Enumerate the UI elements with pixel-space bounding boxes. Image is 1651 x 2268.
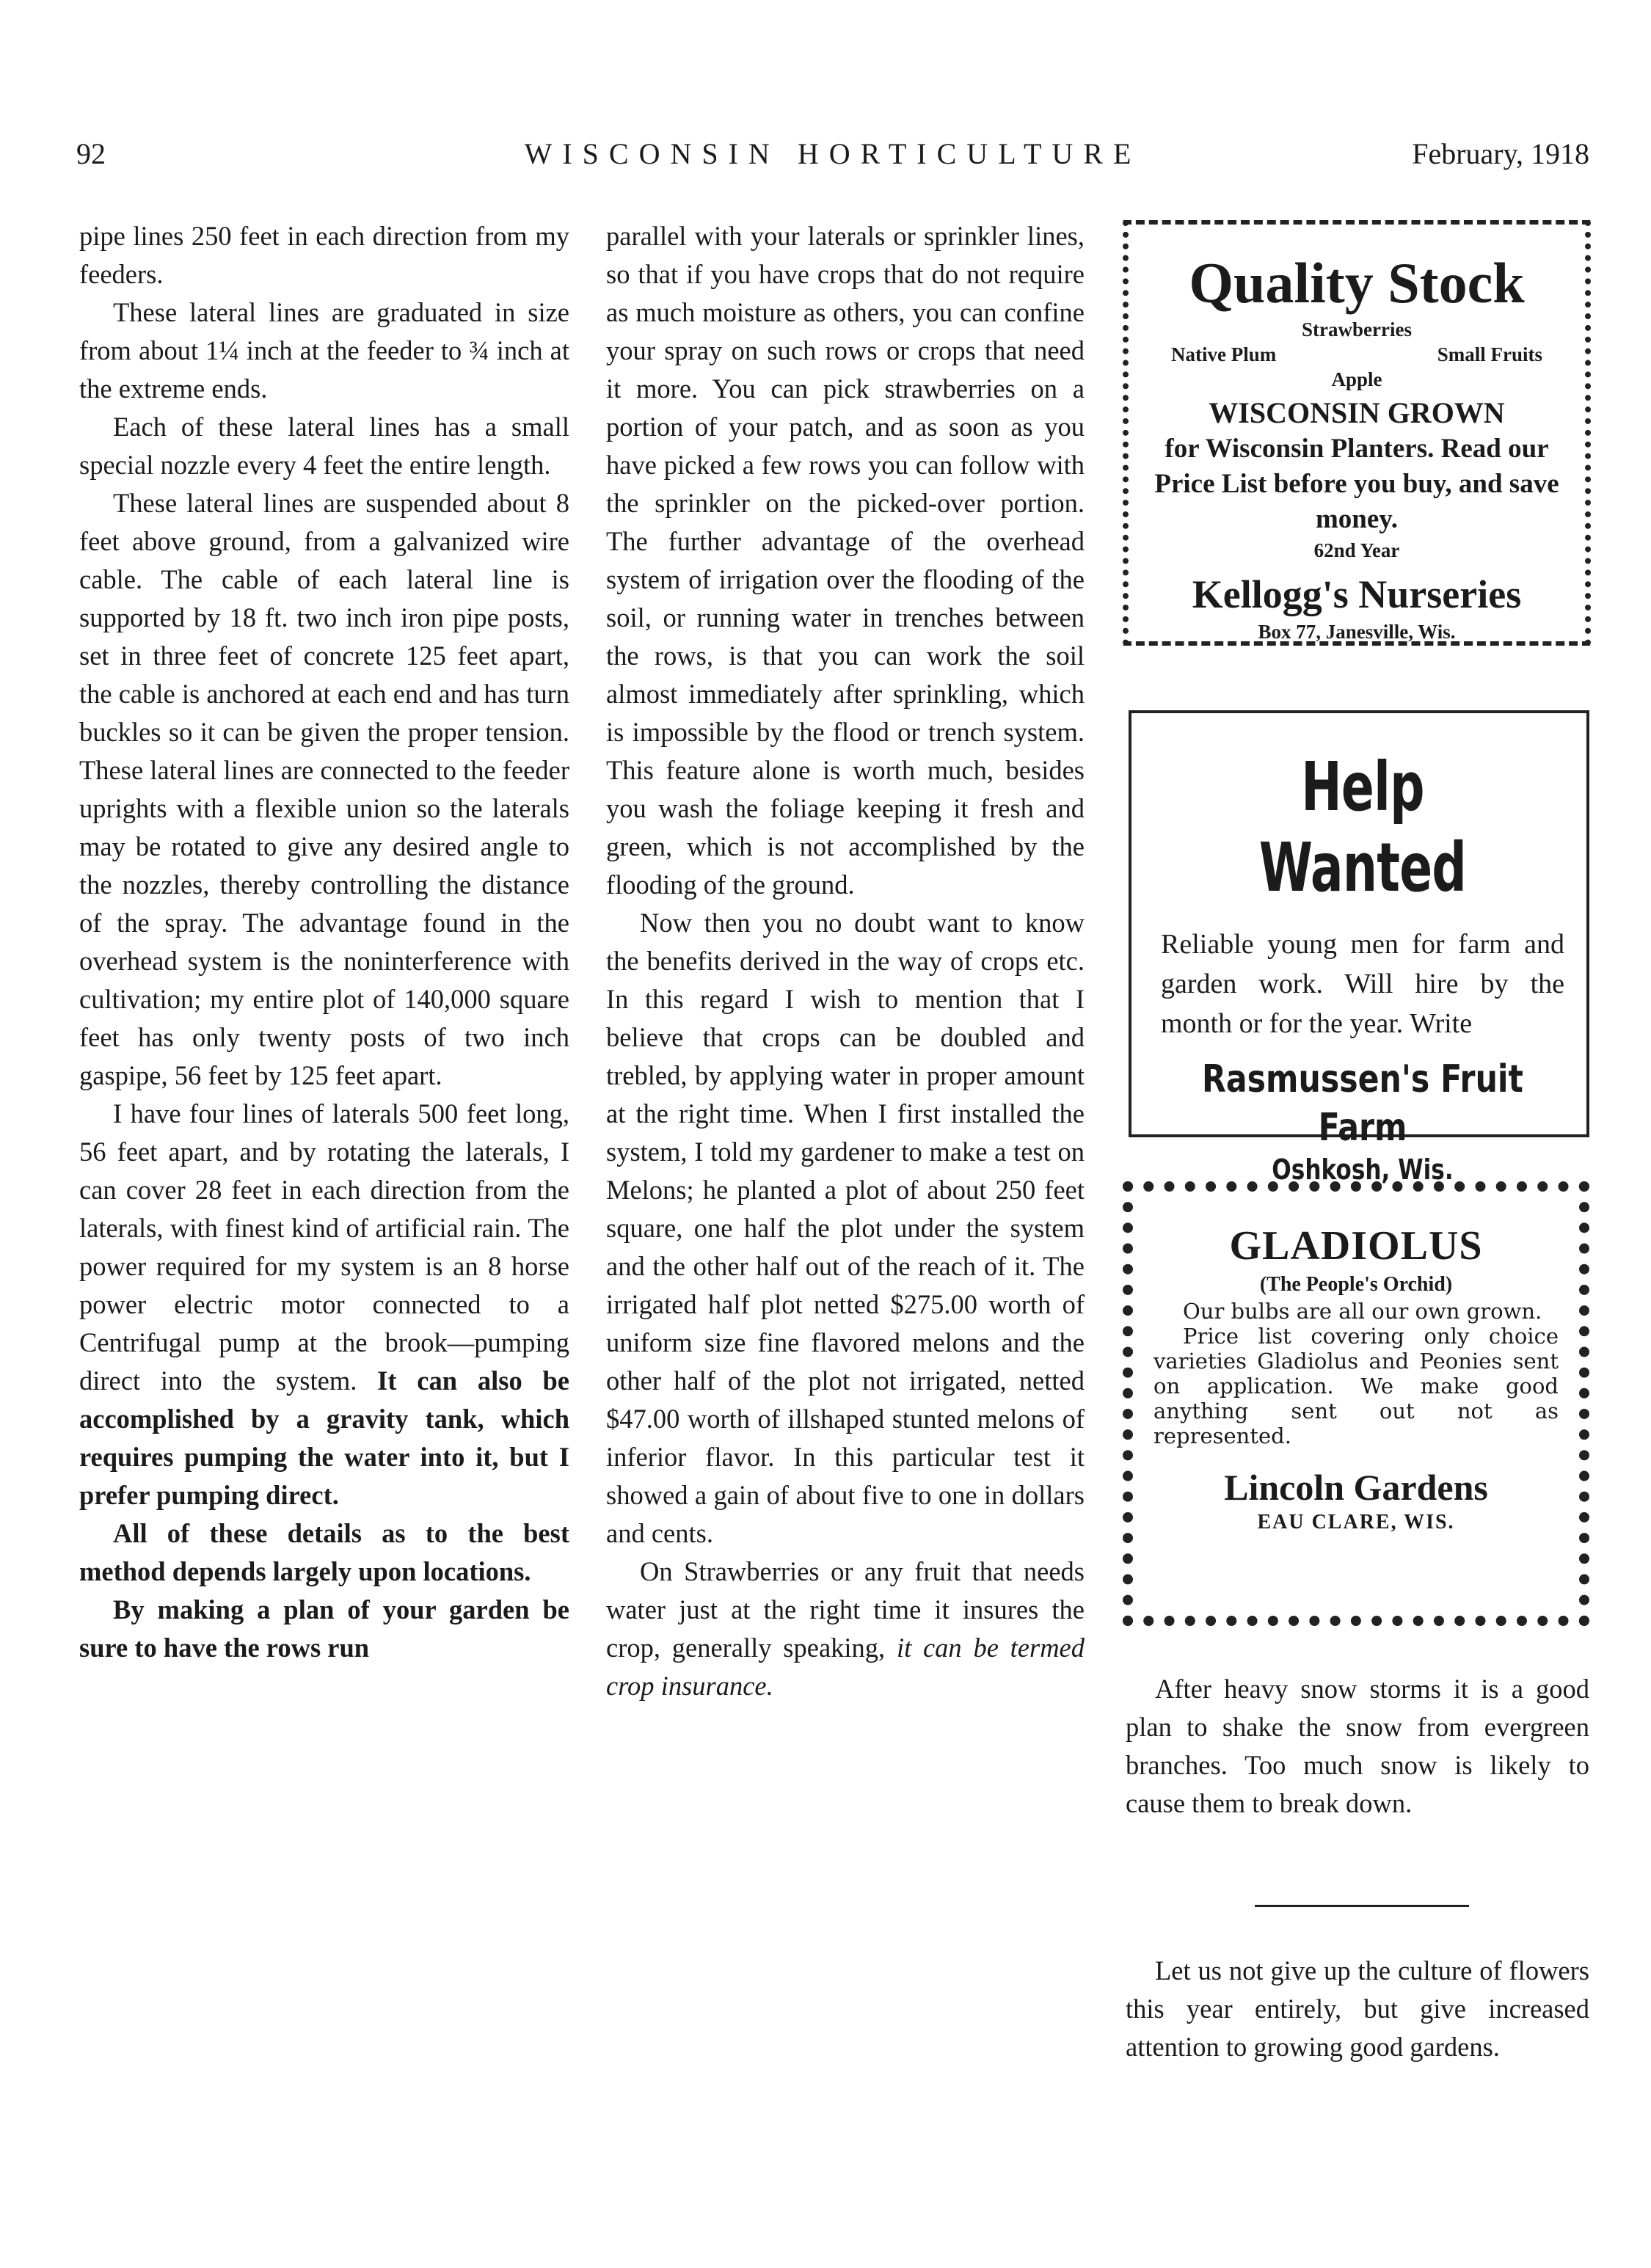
note-snow	[1126, 1670, 1589, 1823]
paragraph	[606, 1553, 1085, 1705]
advertisement-help-wanted	[1129, 710, 1589, 1186]
advertisement-kellogg	[1123, 220, 1591, 646]
journal-title: WISCONSIN HORTICULTURE	[524, 137, 1142, 170]
ad-paragraph: Our bulbs are all our own grown.	[1183, 1299, 1542, 1324]
ad-year: 62nd Year	[1313, 539, 1400, 561]
paragraph: By making a plan of your garden be sure to have the rows run	[79, 1594, 569, 1663]
paragraph: Let us not give up the culture of flowers this year entirely, but give increased attention to growing good gardens.	[1126, 1955, 1589, 2062]
ad-address: Box 77, Janesville, Wis.	[1258, 621, 1456, 643]
ad-line: Apple	[1331, 368, 1382, 390]
ad-advertiser-name: Rasmussen's Fruit Farm	[1202, 1057, 1523, 1150]
ad-advertiser-name: Lincoln Gardens	[1224, 1467, 1488, 1508]
divider	[1255, 1905, 1469, 1907]
note-flowers	[1126, 1952, 1589, 2066]
ad-advertiser-name: Kellogg's Nurseries	[1192, 572, 1522, 616]
issue-date: February, 1918	[1412, 137, 1589, 170]
ad-title: Help Wanted	[1258, 748, 1467, 907]
paragraph-text-bold: It can also be accomplished by a gravity tank, which requires pumping the water into it, but I prefer pumping direct.	[79, 1365, 569, 1510]
ad-address: Oshkosh, Wis.	[1272, 1153, 1454, 1186]
paragraph: Now then you no doubt want to know the benefits derived in the way of crops etc. In this regard I wish to mention that I believe that crops can be doubled and trebled, by applying water in proper amount at the right time. When I first installed the system, I told my gardener to make a test on Melons; he planted a plot of about 250 feet square, one half the plot under the system and the other half out of the reach of it. The irrigated half plot netted $275.00 worth of uniform size fine flavored melons and the other half of the plot not irrigated, netted $47.00 worth of illshaped stunted melons of inferior flavor. In this particular test it showed a gain of about five to one in dollars and cents.	[606, 908, 1085, 1548]
paragraph-text: On Strawberries or any fruit that needs water just at the right time it insures the crop, generally speaking,	[606, 1556, 1085, 1663]
ad-line-right: Small Fruits	[1437, 343, 1542, 365]
paragraph: Each of these lateral lines has a small special nozzle every 4 feet the entire length.	[79, 412, 569, 480]
paragraph: pipe lines 250 feet in each direction from my feeders.	[79, 221, 569, 289]
ad-line: Strawberries	[1302, 318, 1412, 340]
paragraph: These lateral lines are suspended about 8 feet above ground, from a galvanized wire cable. The cable of each lateral line is supported by 18 ft. two inch iron pipe posts, set in three feet of concrete 125 feet apart, the cable is anchored at each end and has turn buckles so it can be given the proper tension. These lateral lines are connected to the feeder uprights with a flexible union so the laterals may be rotated to give any desired angle to the nozzles, thereby controlling the distance of the spray. The advantage found in the overhead system is the noninterference with cultivation; my entire plot of 140,000 square feet has only twenty posts of two inch gaspipe, 56 feet by 125 feet apart.	[79, 488, 569, 1090]
ad-paragraph: Price list covering only choice varieties Gladiolus and Peonies sent on application. We make good anything sent out not as represented.	[1153, 1324, 1559, 1448]
ad-address: EAU CLARE, WIS.	[1257, 1511, 1455, 1534]
paragraph: After heavy snow storms it is a good plan to shake the snow from evergreen branches. Too much snow is likely to cause them to break down.	[1126, 1674, 1589, 1818]
ad-subtitle: (The People's Orchid)	[1259, 1273, 1453, 1296]
ad-body	[1151, 1299, 1561, 1448]
paragraph: All of these details as to the best method depends largely upon locations.	[79, 1518, 569, 1586]
ad-line-row	[1129, 342, 1585, 367]
article-column-left	[79, 217, 569, 1667]
paragraph-text: I have four lines of laterals 500 feet long, 56 feet apart, and by rotating the laterals, I can cover 28 feet in each direction from the laterals, with finest kind of artificial rain. The power required for my system is an 8 horse power electric motor connected to a Centrifugal pump at the brook—pumping direct into the system.	[79, 1098, 569, 1396]
paragraph	[79, 1095, 569, 1514]
paragraph: These lateral lines are graduated in size from about 1¼ inch at the feeder to ¾ inch at the extreme ends.	[79, 297, 569, 404]
ad-line-left: Native Plum	[1171, 343, 1277, 365]
ad-body: for Wisconsin Planters. Read our Price List before you buy, and save money.	[1154, 434, 1559, 534]
ad-body: Reliable young men for farm and garden work. Will hire by the month or for the year. Write	[1161, 929, 1564, 1039]
paragraph: parallel with your laterals or sprinkler lines, so that if you have crops that do not require as much moisture as others, you can confine your spray on such rows or crops that need it more. You can pick strawberries on a portion of your patch, and as soon as you have picked a few rows you can follow with the sprinkler on the picked-over portion. The further advantage of the overhead system of irrigation over the flooding of the soil, or running water in trenches between the rows, is that you can work the soil almost immediately after sprinkling, which is impossible by the flood or trench system. This feature alone is worth much, besides you wash the foliage keeping it fresh and green, which is not accomplished by the flooding of the ground.	[606, 221, 1085, 900]
ad-title: Quality Stock	[1189, 251, 1525, 315]
ad-highlight: WISCONSIN GROWN	[1209, 396, 1505, 429]
ad-title: GLADIOLUS	[1229, 1223, 1483, 1269]
paragraph-text-italic: it can be termed crop insurance.	[606, 1633, 1085, 1701]
advertisement-gladiolus	[1123, 1181, 1589, 1626]
article-column-middle	[606, 217, 1085, 1705]
page-number: 92	[76, 137, 106, 170]
page-header	[76, 136, 1589, 178]
